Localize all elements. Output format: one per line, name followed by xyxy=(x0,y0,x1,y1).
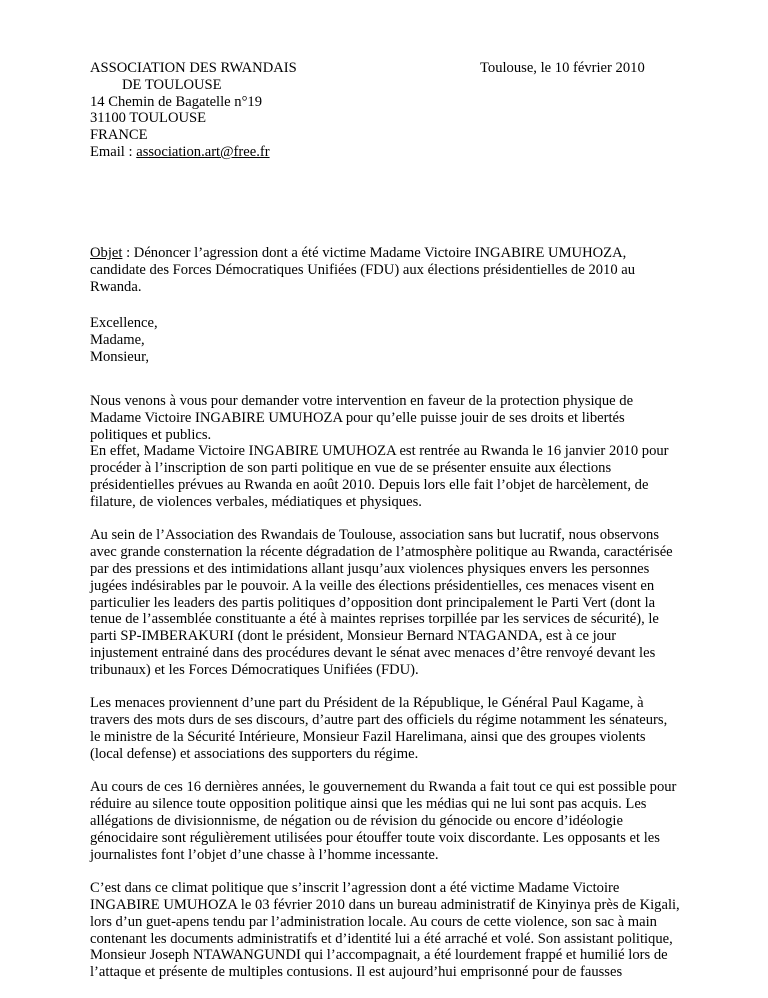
sender-address-block xyxy=(90,60,297,161)
salutation-line-1: Excellence, xyxy=(90,315,158,331)
body-paragraph-4: Les menaces proviennent d’une part du Président de la République, le Général Paul Kagame, à travers des mots durs de ses discours, d’autre part des officiels du régime notamment les sénateurs, le ministre de la Sécurité Intérieure, Monsieur Fazil Harelimana, ainsi que des groupes violents (local defense) et associations des supporters du régime. xyxy=(90,695,668,762)
letter-body xyxy=(90,393,680,998)
sender-name-line-1: ASSOCIATION DES RWANDAIS xyxy=(90,60,297,76)
body-paragraph-6: C’est dans ce climat politique que s’inscrit l’agression dont a été victime Madame Victoire INGABIRE UMUHOZA le 03 février 2010 dans un bureau administratif de Kinyinya près de Kigali, lors d’un guet-apens tendu par l’administration locale. Au cours de cette violence, son sac à main contenant les documents administratifs et d’identité lui a été arraché et volé. Son assistant politique, Monsieur Joseph NTAWANGUNDI qui l’accompagnait, a été lourdement frappé et humilié lors de l’attaque et présente de multiples contusions. Il est aujourd’hui emprisonné pour de fausses xyxy=(90,880,680,981)
salutation-block xyxy=(90,315,158,365)
subject-line xyxy=(90,245,680,295)
email-link[interactable]: association.art@free.fr xyxy=(136,143,270,160)
sender-name-line-2: DE TOULOUSE xyxy=(122,76,222,93)
subject-label: Objet xyxy=(90,245,123,261)
sender-country: FRANCE xyxy=(90,127,148,144)
salutation-line-2: Madame, xyxy=(90,331,145,348)
body-paragraph-2: En effet, Madame Victoire INGABIRE UMUHOZA est rentrée au Rwanda le 16 janvier 2010 pour procéder à l’inscription de son parti politique en vue de se présenter ensuite aux élections présidentielles prévues au Rwanda en août 2010. Depuis lors elle fait l’objet de harcèlement, de filature, de violences verbales, médiatiques et physiques. xyxy=(90,443,669,510)
sender-email-line xyxy=(90,144,297,161)
letter-date: Toulouse, le 10 février 2010 xyxy=(480,60,645,76)
body-paragraph-1: Nous venons à vous pour demander votre intervention en faveur de la protection physique de Madame Victoire INGABIRE UMUHOZA pour qu’elle puisse jouir de ses droits et libertés politiques et publics. xyxy=(90,393,634,443)
body-paragraph-3: Au sein de l’Association des Rwandais de Toulouse, association sans but lucratif, nous observons avec grande consternation la récente dégradation de l’atmosphère politique au Rwanda, caractérisée par des pressions et des intimidations allant jusqu’aux violences physiques envers les personnes jugées indésirables par le pouvoir. A la veille des élections présidentielles, ces menaces visent en particulier les leaders des partis politiques d’opposition dont principalement le Parti Vert (dont la tenue de l’assemblée constituante a été à maintes reprises torpillée par les services de sécurité), le parti SP-IMBERAKURI (dont le président, Monsieur Bernard NTAGANDA, est à ce jour injustement entrainé dans des procédures devant le sénat avec menaces d’être renvoyé devant les tribunaux) et les Forces Démocratiques Unifiées (FDU). xyxy=(90,527,673,678)
sender-postcode-city: 31100 TOULOUSE xyxy=(90,110,207,127)
body-paragraph-5: Au cours de ces 16 dernières années, le gouvernement du Rwanda a fait tout ce qui est possible pour réduire au silence toute opposition politique ainsi que les médias qui ne lui sont pas acquis. Les allégations de divisionnisme, de négation ou de révision du génocide ou encore d’idéologie génocidaire sont régulièrement utilisées pour étouffer toute voix discordante. Les opposants et les journalistes font l’objet d’une chasse à l’homme incessante. xyxy=(90,779,677,863)
email-label: Email : xyxy=(90,143,137,160)
subject-text: : Dénoncer l’agression dont a été victime Madame Victoire INGABIRE UMUHOZA, candidate des Forces Démocratiques Unifiées (FDU) aux élections présidentielles de 2010 au Rwanda. xyxy=(90,245,636,295)
salutation-line-3: Monsieur, xyxy=(90,348,150,365)
sender-street: 14 Chemin de Bagatelle n°19 xyxy=(90,93,263,110)
